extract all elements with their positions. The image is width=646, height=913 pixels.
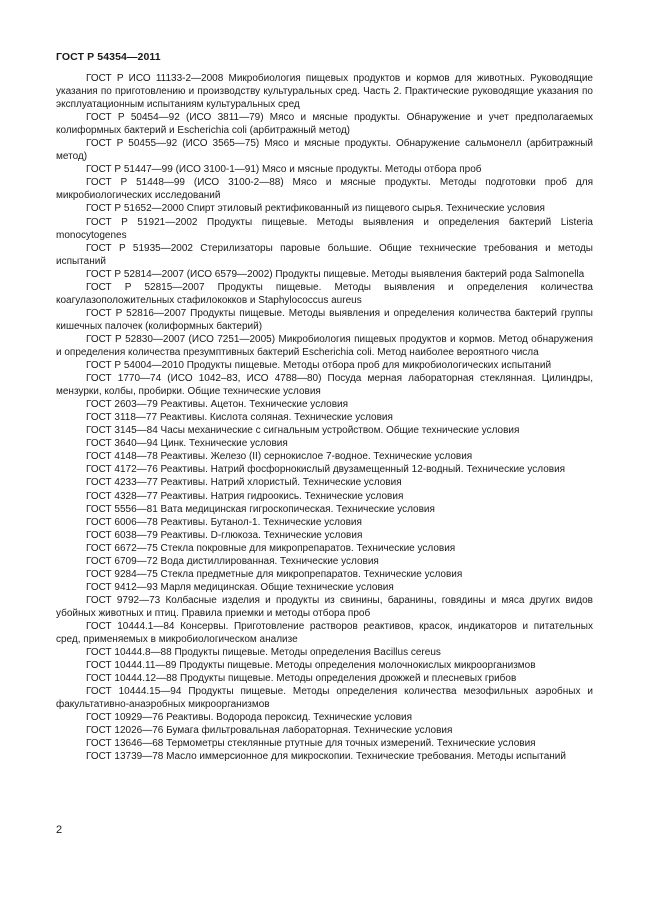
reference-item: ГОСТ 3145—84 Часы механические с сигнальным устройством. Общие технические условия (86, 425, 520, 437)
reference-item: ГОСТ Р 51921—2002 Продукты пищевые. Методы выявления и определения бактерий Listeria monocytogenes (56, 216, 593, 241)
reference-item: ГОСТ 9284—75 Стекла предметные для микропрепаратов. Технические условия (86, 568, 463, 580)
reference-item: ГОСТ 13739—78 Масло иммерсионное для микроскопии. Технические требования. Методы испытаний (86, 751, 566, 763)
document-header: ГОСТ Р 54354—2011 (56, 51, 161, 63)
reference-item: ГОСТ 13646—68 Термометры стеклянные ртутные для точных измерений. Технические условия (86, 738, 536, 750)
reference-item: ГОСТ 4172—76 Реактивы. Натрий фосфорнокислый двузамещенный 12-водный. Технические условия (86, 464, 566, 476)
reference-item: ГОСТ Р 51447—99 (ИСО 3100-1—91) Мясо и мясные продукты. Методы отбора проб (86, 164, 482, 176)
reference-item: ГОСТ 4148—78 Реактивы. Железо (II) сернокислое 7-водное. Технические условия (86, 451, 473, 463)
reference-item: ГОСТ Р 52830—2007 (ИСО 7251—2005) Микробиология пищевых продуктов и кормов. Метод обнаружения и определения количества презумптивных бактерий Escherichia coli. Метод наиболее вероятного числа (56, 333, 593, 358)
reference-item: ГОСТ 12026—76 Бумага фильтровальная лабораторная. Технические условия (86, 725, 453, 737)
reference-item: ГОСТ 2603—79 Реактивы. Ацетон. Технические условия (86, 399, 349, 411)
reference-item: ГОСТ 6709—72 Вода дистиллированная. Технические условия (86, 555, 379, 567)
page-number: 2 (56, 824, 63, 836)
reference-item: ГОСТ Р 50454—92 (ИСО 3811—79) Мясо и мясные продукты. Обнаружение и учет предполагаемых колиформных бактерий и Escherichia coli (арбитражный метод) (56, 112, 593, 137)
reference-item: ГОСТ Р 54004—2010 Продукты пищевые. Методы отбора проб для микробиологических испытаний (86, 360, 552, 372)
reference-item: ГОСТ Р 51448—99 (ИСО 3100-2—88) Мясо и мясные продукты. Методы подготовки проб для микробиологических исследований (56, 177, 593, 202)
reference-item: ГОСТ 6006—78 Реактивы. Бутанол-1. Технические условия (86, 516, 362, 528)
reference-item: ГОСТ 10444.15—94 Продукты пищевые. Методы определения количества мезофильных аэробных и факультативно-анаэробных микроорганизмов (56, 686, 593, 711)
reference-item: ГОСТ Р 52816—2007 Продукты пищевые. Методы выявления и определения количества бактерий группы кишечных палочек (колиформных бактерий) (56, 307, 593, 332)
reference-item: ГОСТ 6038—79 Реактивы. D-глюкоза. Технические условия (86, 529, 363, 541)
reference-item: ГОСТ Р 51935—2002 Стерилизаторы паровые большие. Общие технические требования и методы испытаний (56, 242, 593, 267)
references-list (56, 72, 593, 763)
reference-item: ГОСТ 4233—77 Реактивы. Натрий хлористый. Технические условия (86, 477, 402, 489)
reference-item: ГОСТ Р 51652—2000 Спирт этиловый ректификованный из пищевого сырья. Технические условия (86, 203, 545, 215)
reference-item: ГОСТ 5556—81 Вата медицинская гигроскопическая. Технические условия (86, 503, 435, 515)
reference-item: ГОСТ 9412—93 Марля медицинская. Общие технические условия (86, 581, 394, 593)
reference-item: ГОСТ 10444.8—88 Продукты пищевые. Методы определения Bacillus cereus (86, 647, 441, 659)
reference-item: ГОСТ Р 52814—2007 (ИСО 6579—2002) Продукты пищевые. Методы выявления бактерий рода Salmonella (86, 268, 585, 280)
reference-item: ГОСТ 9792—73 Колбасные изделия и продукты из свинины, баранины, говядины и мяса других видов убойных животных и птиц. Правила приемки и методы отбора проб (56, 594, 593, 619)
reference-item: ГОСТ 10444.1—84 Консервы. Приготовление растворов реактивов, красок, индикаторов и питательных сред, применяемых в микробиологическом анализе (56, 620, 593, 646)
reference-item: ГОСТ 3118—77 Реактивы. Кислота соляная. Технические условия (86, 412, 393, 424)
reference-item: ГОСТ 4328—77 Реактивы. Натрия гидроокись. Технические условия (86, 490, 404, 502)
reference-item: ГОСТ Р 52815—2007 Продукты пищевые. Методы выявления и определения количества коагулазоположительных стафилококков и Staphylococcus aureus (56, 281, 593, 306)
reference-item: ГОСТ 10929—76 Реактивы. Водорода пероксид. Технические условия (86, 712, 413, 724)
reference-item: ГОСТ Р 50455—92 (ИСО 3565—75) Мясо и мясные продукты. Обнаружение сальмонелл (арбитражный метод) (56, 138, 593, 163)
reference-item: ГОСТ 10444.12—88 Продукты пищевые. Методы определения дрожжей и плесневых грибов (86, 673, 517, 685)
reference-item: ГОСТ 10444.11—89 Продукты пищевые. Методы определения молочнокислых микроорганизмов (86, 660, 536, 672)
reference-item: ГОСТ 3640—94 Цинк. Технические условия (86, 438, 288, 450)
reference-item: ГОСТ Р ИСО 11133-2—2008 Микробиология пищевых продуктов и кормов для животных. Руководящие указания по приготовлению и производству культуральных сред. Часть 2. Практические руководящие указания по эксплуатационным испытаниям культуральных сред (56, 73, 593, 111)
reference-item: ГОСТ 6672—75 Стекла покровные для микропрепаратов. Технические условия (86, 542, 456, 554)
reference-item: ГОСТ 1770—74 (ИСО 1042–83, ИСО 4788—80) Посуда мерная лабораторная стеклянная. Цилиндры, мензурки, колбы, пробирки. Общие технические условия (56, 373, 593, 398)
